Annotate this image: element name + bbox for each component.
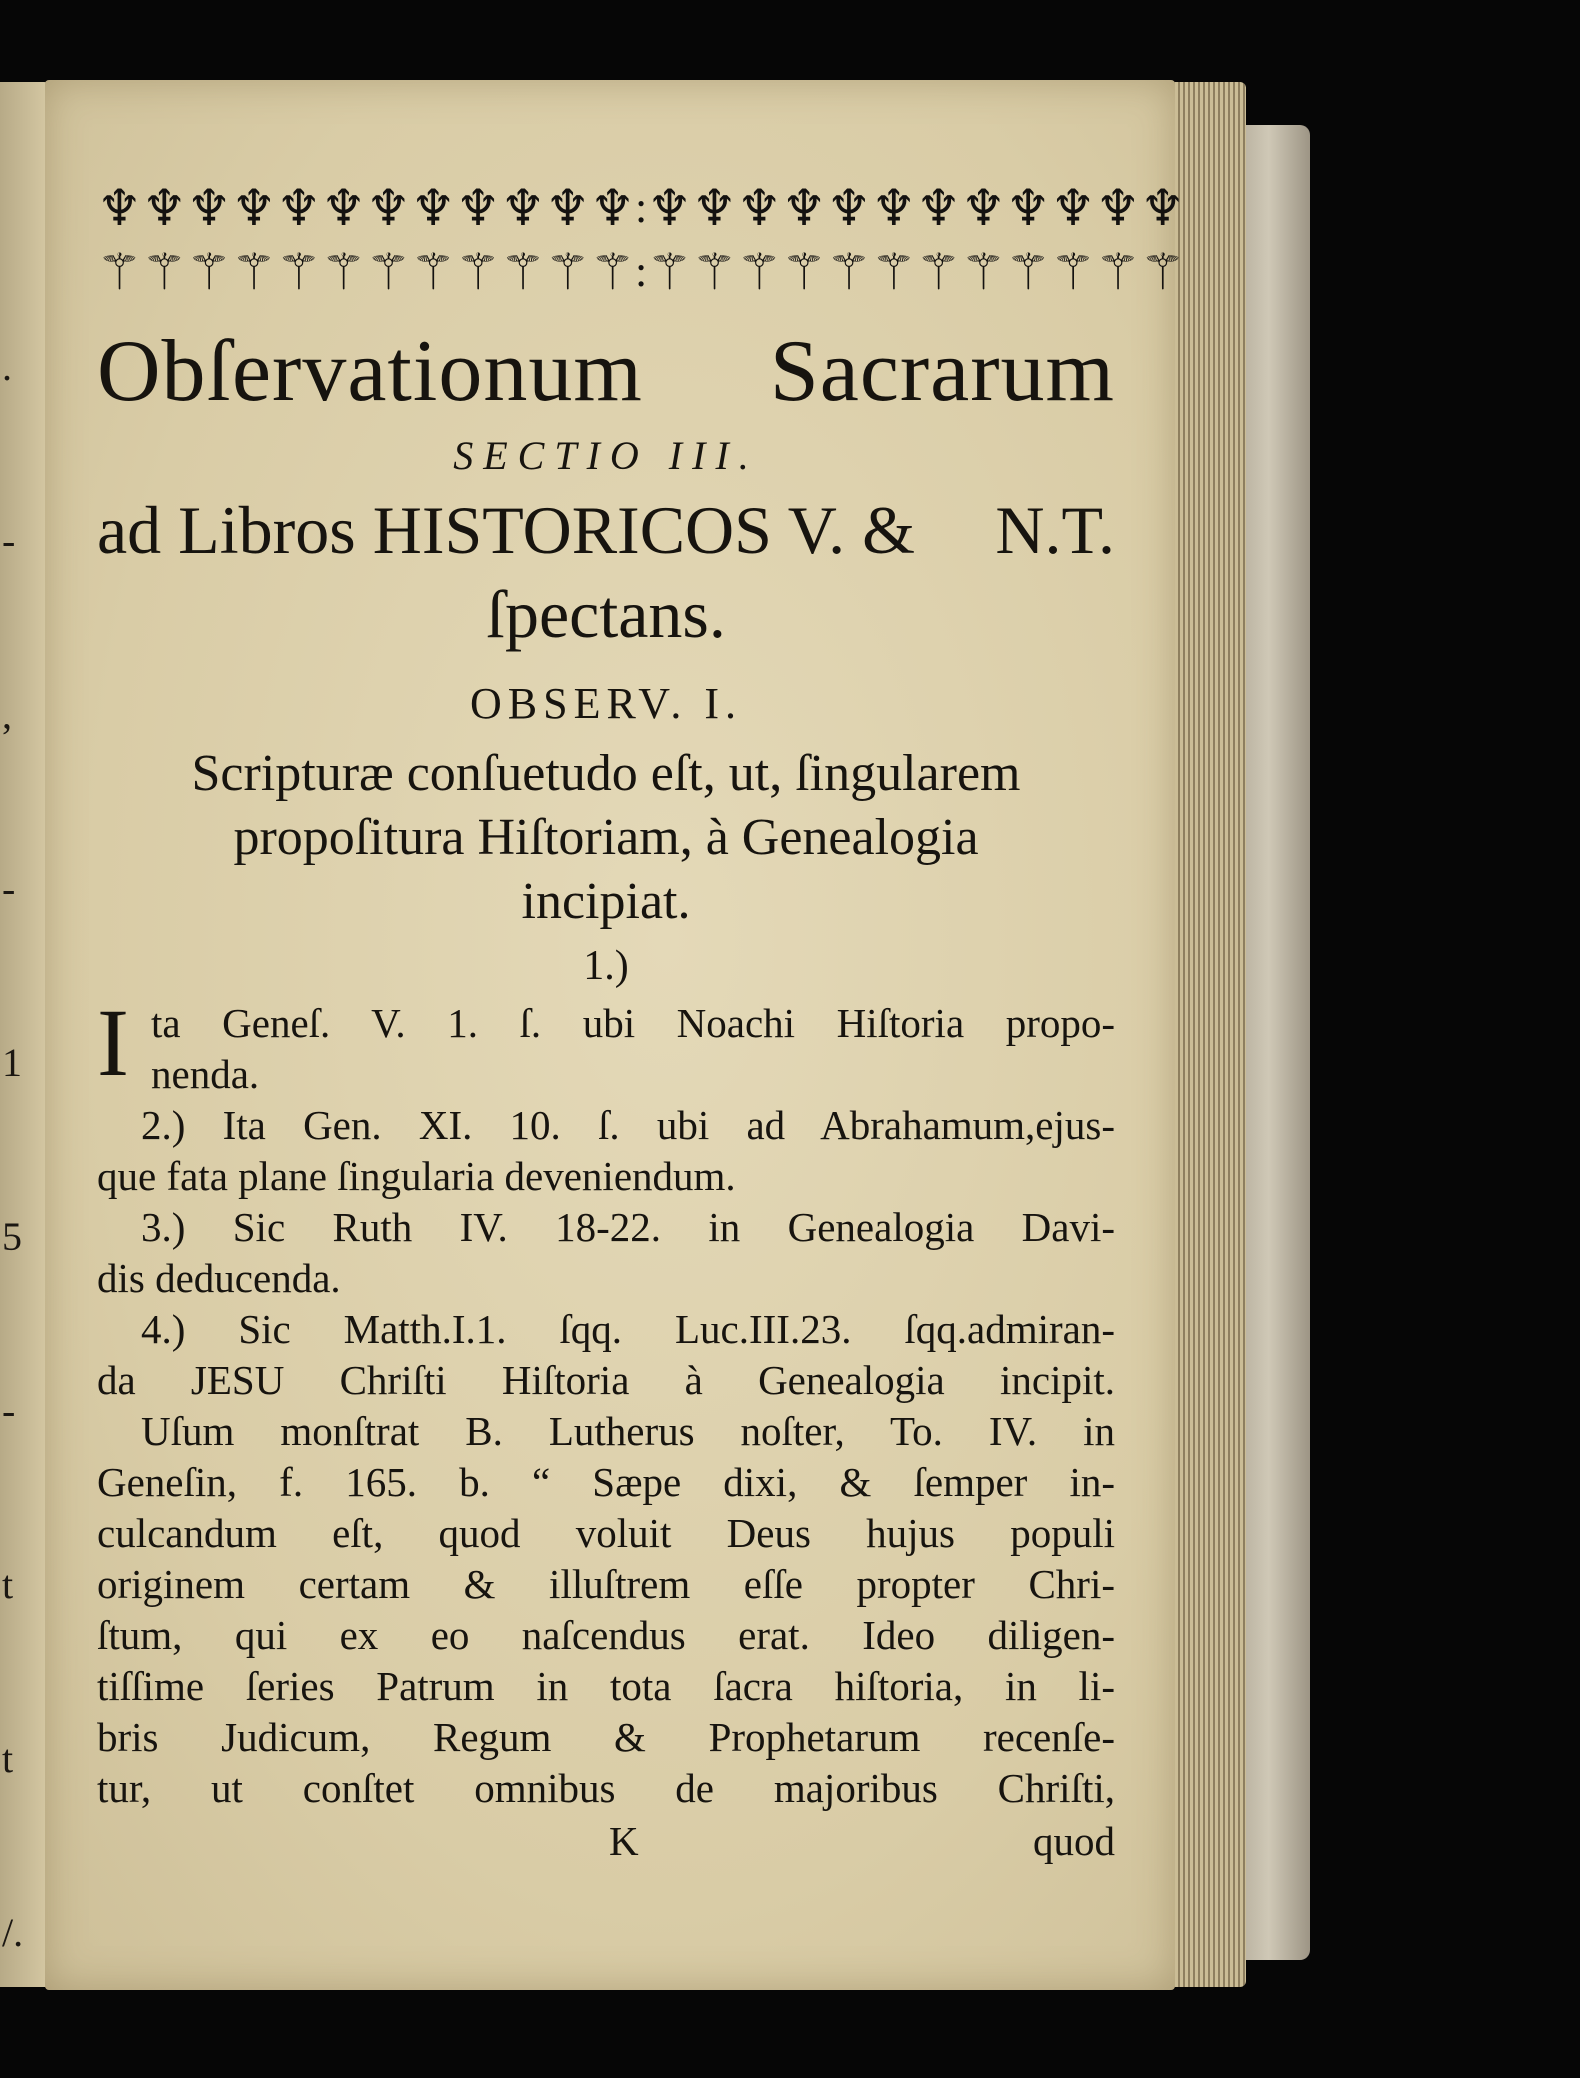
ornament-fleuron: ♆ ⚚ — [590, 180, 635, 300]
subtitle — [97, 488, 1115, 572]
ornament-fleuron: ♆ ⚚ — [647, 180, 692, 300]
heading-line: Scripturæ conſuetudo eſt, ut, ſingularem — [191, 745, 1021, 802]
text-line: 4.) Sic Matth.I.1. ſqq. Luc.III.23. ſqq.admiran- — [141, 1306, 1115, 1352]
subtitle-part-2: N.T. — [995, 492, 1115, 568]
text-line: culcandum eſt, quod voluit Deus hujus populi — [97, 1510, 1115, 1556]
body-text — [97, 989, 1115, 1814]
title-word-1: Obſervationum — [97, 323, 643, 420]
previous-page-edge — [0, 82, 50, 1987]
ornament-fleuron: ♆ ⚚ — [455, 180, 501, 300]
signature-mark: K — [609, 1818, 639, 1864]
ornament-band — [97, 170, 1186, 310]
page-footer — [97, 1816, 1115, 1867]
ornament-fleuron: ♆ ⚚ — [186, 180, 232, 300]
text-line: dis deducenda. — [97, 1255, 341, 1301]
heading-line: incipiat. — [521, 873, 691, 930]
ornament-fleuron: ♆ ⚚ — [1140, 180, 1186, 300]
section-label: SECTIO III. — [453, 433, 759, 478]
text-line: Uſum monſtrat B. Lutherus noſter, To. IV. in — [141, 1408, 1115, 1454]
ornament-fleuron: ♆ ⚚ — [276, 180, 322, 300]
text-line: bris Judicum, Regum & Prophetarum recenſe- — [97, 1714, 1115, 1760]
ornament-fleuron: ♆ ⚚ — [365, 180, 411, 300]
paragraph-2 — [97, 1100, 1115, 1202]
observation-label: OBSERV. I. — [469, 679, 743, 728]
paragraph-4 — [97, 1304, 1115, 1406]
paragraph-1 — [97, 989, 1115, 1100]
text-line: da JESU Chriſti Hiſtoria à Genealogia incipit. — [97, 1357, 1115, 1403]
ornament-fleuron: ♆ ⚚ — [960, 180, 1006, 300]
ornament-fleuron: ♆ ⚚ — [1050, 180, 1096, 300]
ornament-separator: : : — [634, 183, 648, 296]
page-title — [97, 320, 1115, 424]
text-line: nenda. — [151, 1051, 260, 1097]
ornament-fleuron: ♆ ⚚ — [1005, 180, 1051, 300]
text-line: 3.) Sic Ruth IV. 18-22. in Genealogia Davi- — [141, 1204, 1115, 1250]
ornament-fleuron: ♆ ⚚ — [871, 180, 917, 300]
item-number: 1.) — [583, 943, 629, 989]
ornament-fleuron: ♆ ⚚ — [97, 180, 142, 300]
subtitle-part-1: ad Libros HISTORICOS V. & — [97, 492, 915, 568]
title-word-2: Sacrarum — [769, 323, 1115, 420]
previous-page-marks: . - , - 1 5 - t t /. — [2, 344, 24, 1955]
text-line: Geneſin, f. 165. b. “ Sæpe dixi, & ſemper in- — [97, 1459, 1115, 1505]
observation-heading — [97, 742, 1115, 934]
text-line: ta Geneſ. V. 1. ſ. ubi Noachi Hiſtoria propo- — [151, 1000, 1115, 1046]
text-line: originem certam & illuſtrem eſſe propter Chri- — [97, 1561, 1115, 1607]
ornament-fleuron: ♆ ⚚ — [692, 180, 737, 300]
book-page — [45, 80, 1186, 1990]
ornament-fleuron: ♆ ⚚ — [1095, 180, 1141, 300]
ornament-fleuron: ♆ ⚚ — [321, 180, 366, 300]
text-line: tur, ut conſtet omnibus de majoribus Chriſti, — [97, 1765, 1115, 1811]
paragraph-5 — [97, 1406, 1115, 1814]
ornament-fleuron: ♆ ⚚ — [781, 180, 827, 300]
ornament-fleuron: ♆ ⚚ — [545, 180, 591, 300]
text-line: ſtum, qui ex eo naſcendus erat. Ideo diligen- — [97, 1612, 1115, 1658]
drop-cap: I — [97, 989, 129, 1096]
catchword: quod — [1033, 1818, 1115, 1864]
ornament-fleuron: ♆ ⚚ — [916, 180, 961, 300]
heading-line: propoſitura Hiſtoriam, à Genealogia — [233, 809, 979, 866]
ornament-fleuron: ♆ ⚚ — [141, 180, 187, 300]
text-line: 2.) Ita Gen. XI. 10. ſ. ubi ad Abrahamum,ejus- — [141, 1102, 1115, 1148]
ornament-fleuron: ♆ ⚚ — [410, 180, 456, 300]
text-line: que fata plane ſingularia deveniendum. — [97, 1153, 736, 1199]
ornament-fleuron: ♆ ⚚ — [736, 180, 782, 300]
ornament-fleuron: ♆ ⚚ — [231, 180, 277, 300]
page-block-edges — [1168, 82, 1246, 1987]
ornament-fleuron: ♆ ⚚ — [826, 180, 872, 300]
paragraph-3 — [97, 1202, 1115, 1304]
text-line: tiſſime ſeries Patrum in tota ſacra hiſtoria, in li- — [97, 1663, 1115, 1709]
subtitle-line-2: ſpectans. — [486, 576, 726, 652]
ornament-fleuron: ♆ ⚚ — [500, 180, 546, 300]
page-content — [97, 170, 1186, 1867]
